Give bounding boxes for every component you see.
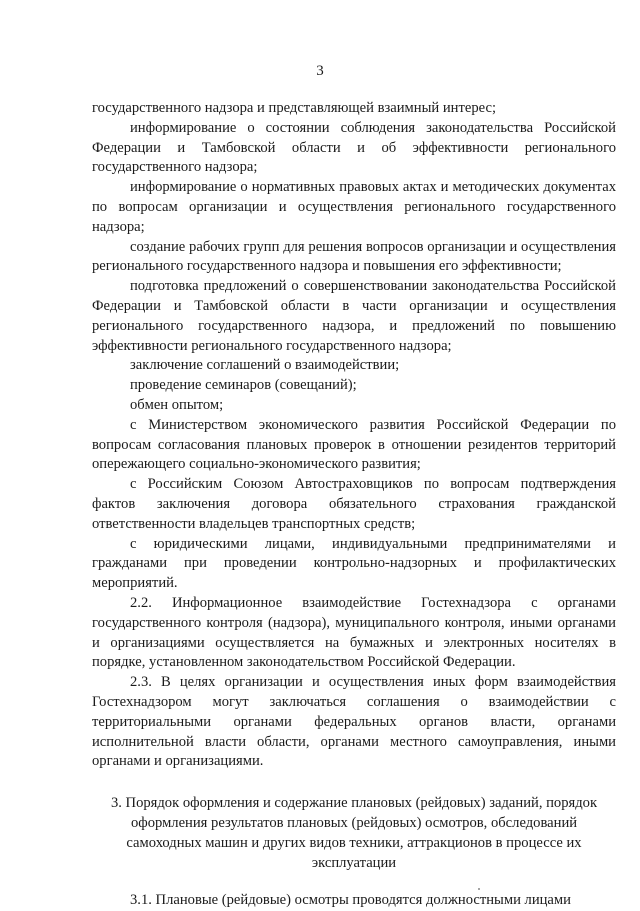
paragraph-clause-2-3: 2.3. В целях организации и осуществления иных форм взаимодействия Гостехнадзором могут заключаться соглашения о взаимодействии с территориальными органами федеральных органов власти, органами исполнительной власти области, органами местного самоуправления, иными органами и организациями.: [92, 674, 616, 770]
paragraph: информирование о нормативных правовых актах и методических документах по вопросам организации и осуществления регионального государственного надзора;: [92, 179, 616, 235]
paragraph: подготовка предложений о совершенствовании законодательства Российской Федерации и Тамбовской области в части организации и осуществления регионального государственного надзора, и предложений по повышению эффективности регионального государственного надзора;: [92, 278, 616, 354]
paragraph: обмен опытом;: [130, 396, 224, 413]
section-heading: 3. Порядок оформления и содержание плановых (рейдовых) заданий, порядок оформления результатов плановых (рейдовых) осмотров, обследований самоходных машин и других видов техники, аттракционов в процессе их эксплуатации: [110, 795, 598, 872]
paragraph: с юридическими лицами, индивидуальными предпринимателями и гражданами при проведении контрольно-надзорных и профилактических мероприятий.: [92, 535, 616, 592]
paragraph: информирование о состоянии соблюдения законодательства Российской Федерации и Тамбовской области и об эффективности регионального государственного надзора;: [92, 119, 616, 176]
paragraph: заключение соглашений о взаимодействии;: [130, 357, 400, 374]
paragraph: создание рабочих групп для решения вопросов организации и осуществления регионального государственного надзора и повышения его эффективности;: [92, 238, 616, 275]
page-number: 3: [316, 63, 324, 79]
scan-artifact: [478, 888, 480, 890]
paragraph: проведение семинаров (совещаний);: [130, 377, 357, 394]
paragraph: с Министерством экономического развития Российской Федерации по вопросам согласования плановых проверок в отношении резидентов территорий опережающего социально-экономического развития;: [92, 416, 616, 473]
paragraph-clause-2-2: 2.2. Информационное взаимодействие Гостехнадзора с органами государственного контроля (надзора), муниципального контроля, иными органами и организациями осуществляется на бумажных и электронных носителях в порядке, установленном законодательством Российской Федерации.: [92, 594, 616, 671]
paragraph-continuation: государственного надзора и представляющей взаимный интерес;: [92, 100, 497, 116]
document-body: [92, 99, 616, 911]
paragraph: с Российским Союзом Автостраховщиков по вопросам подтверждения фактов заключения договора обязательного страхования гражданской ответственности владельцев транспортных средств;: [92, 476, 616, 532]
paragraph-clause-3-1: 3.1. Плановые (рейдовые) осмотры проводятся должностными лицами: [130, 892, 571, 909]
